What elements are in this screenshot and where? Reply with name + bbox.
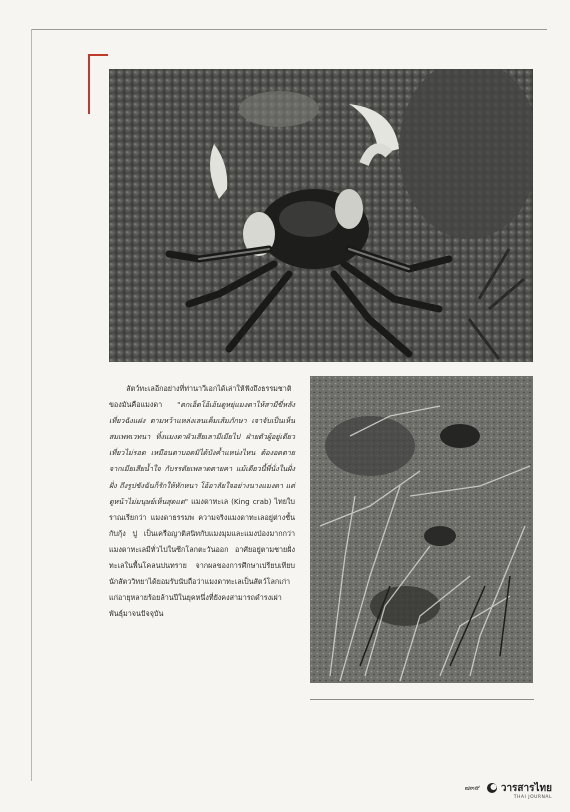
page-footer: [465, 776, 552, 800]
page-top-border: [31, 29, 547, 30]
logo-name: วารสารไทย: [500, 783, 552, 794]
grass-crab-photo: [310, 376, 533, 683]
corner-accent-vertical: [88, 54, 90, 114]
page-left-border: [31, 29, 32, 781]
poem-quote: "ตกเอ็ดโอ้เอ้นดูหยุ่แมงดาไห้สามีขี่หลังเที่ยวฉังแฝง ตามหว้าแหล่งเลนเค็มเส้มภักษา เจาจับเป็นเห็นสมเพทเวทนา ทิ้งแมงดาผัวเสียเลามีเมียไป ฝ่ายตัวผู้อยู่เดียวเที่ยวไม่รอด เหมือนตาบอดมิได้บังค้ำแหน่งไหน ต้องอดตายจากเมียเสียน้ำใจ กับรรดัยเพลาดตายคา แม้เดียวนี้พี่นั่งในฝั่งฝั่ง ถึงรูปชังฉันก็รักให้หักหนา โอ้อาลัยใจอย่างนางแมงดา แต่ดูหน้าไม่มนุษย์เห็นสุดแด": [109, 400, 295, 506]
logo-mark-icon: [486, 782, 498, 794]
article-body: [109, 381, 295, 622]
crab-photo: [109, 69, 533, 362]
paragraph-tail: แมงดาทะเล (King crab) ไทยใบราณเรียกว่า แมงดาธรรมพ ความจริงแมงดาทะเลอยู่ต่างชั้นกับกุ้ง ปู เป็นเครือญาติสนิทกับแมงมุมและแมงป่องมากกว่า แมงดาทะเลมีทั่วไปในซีกโลกตะวันออก อาศัยอยู่ตามชายฝั่งทะเลในพื้นโคลนปนทราย จากผลของการศึกษาเปรียบเทียบนักสัตววิทยาได้ยอมรับนับถือว่าแมงดาทะเลเป็นสัตว์โลกเก่าแก่อายุหลายร้อยล้านปีในยุคหนึ่งที่ยังคงสามารถดำรงเผ่าพันธุ์มาจนปัจจุบัน: [109, 496, 295, 619]
journal-logo: [486, 776, 552, 800]
logo-subtitle: THAI JOURNAL: [513, 795, 552, 800]
bottom-rule: [310, 699, 534, 700]
article-paragraph: [109, 381, 295, 622]
paragraph-lead: สัตว์ทะเลอีกอย่างที่ท่านาวีเอกได้เล่าให้ฟังถึงธรรมชาติของมันคือแมงดา: [109, 384, 292, 410]
page-number: ๗๓๙: [464, 783, 480, 792]
corner-accent: [88, 54, 108, 56]
